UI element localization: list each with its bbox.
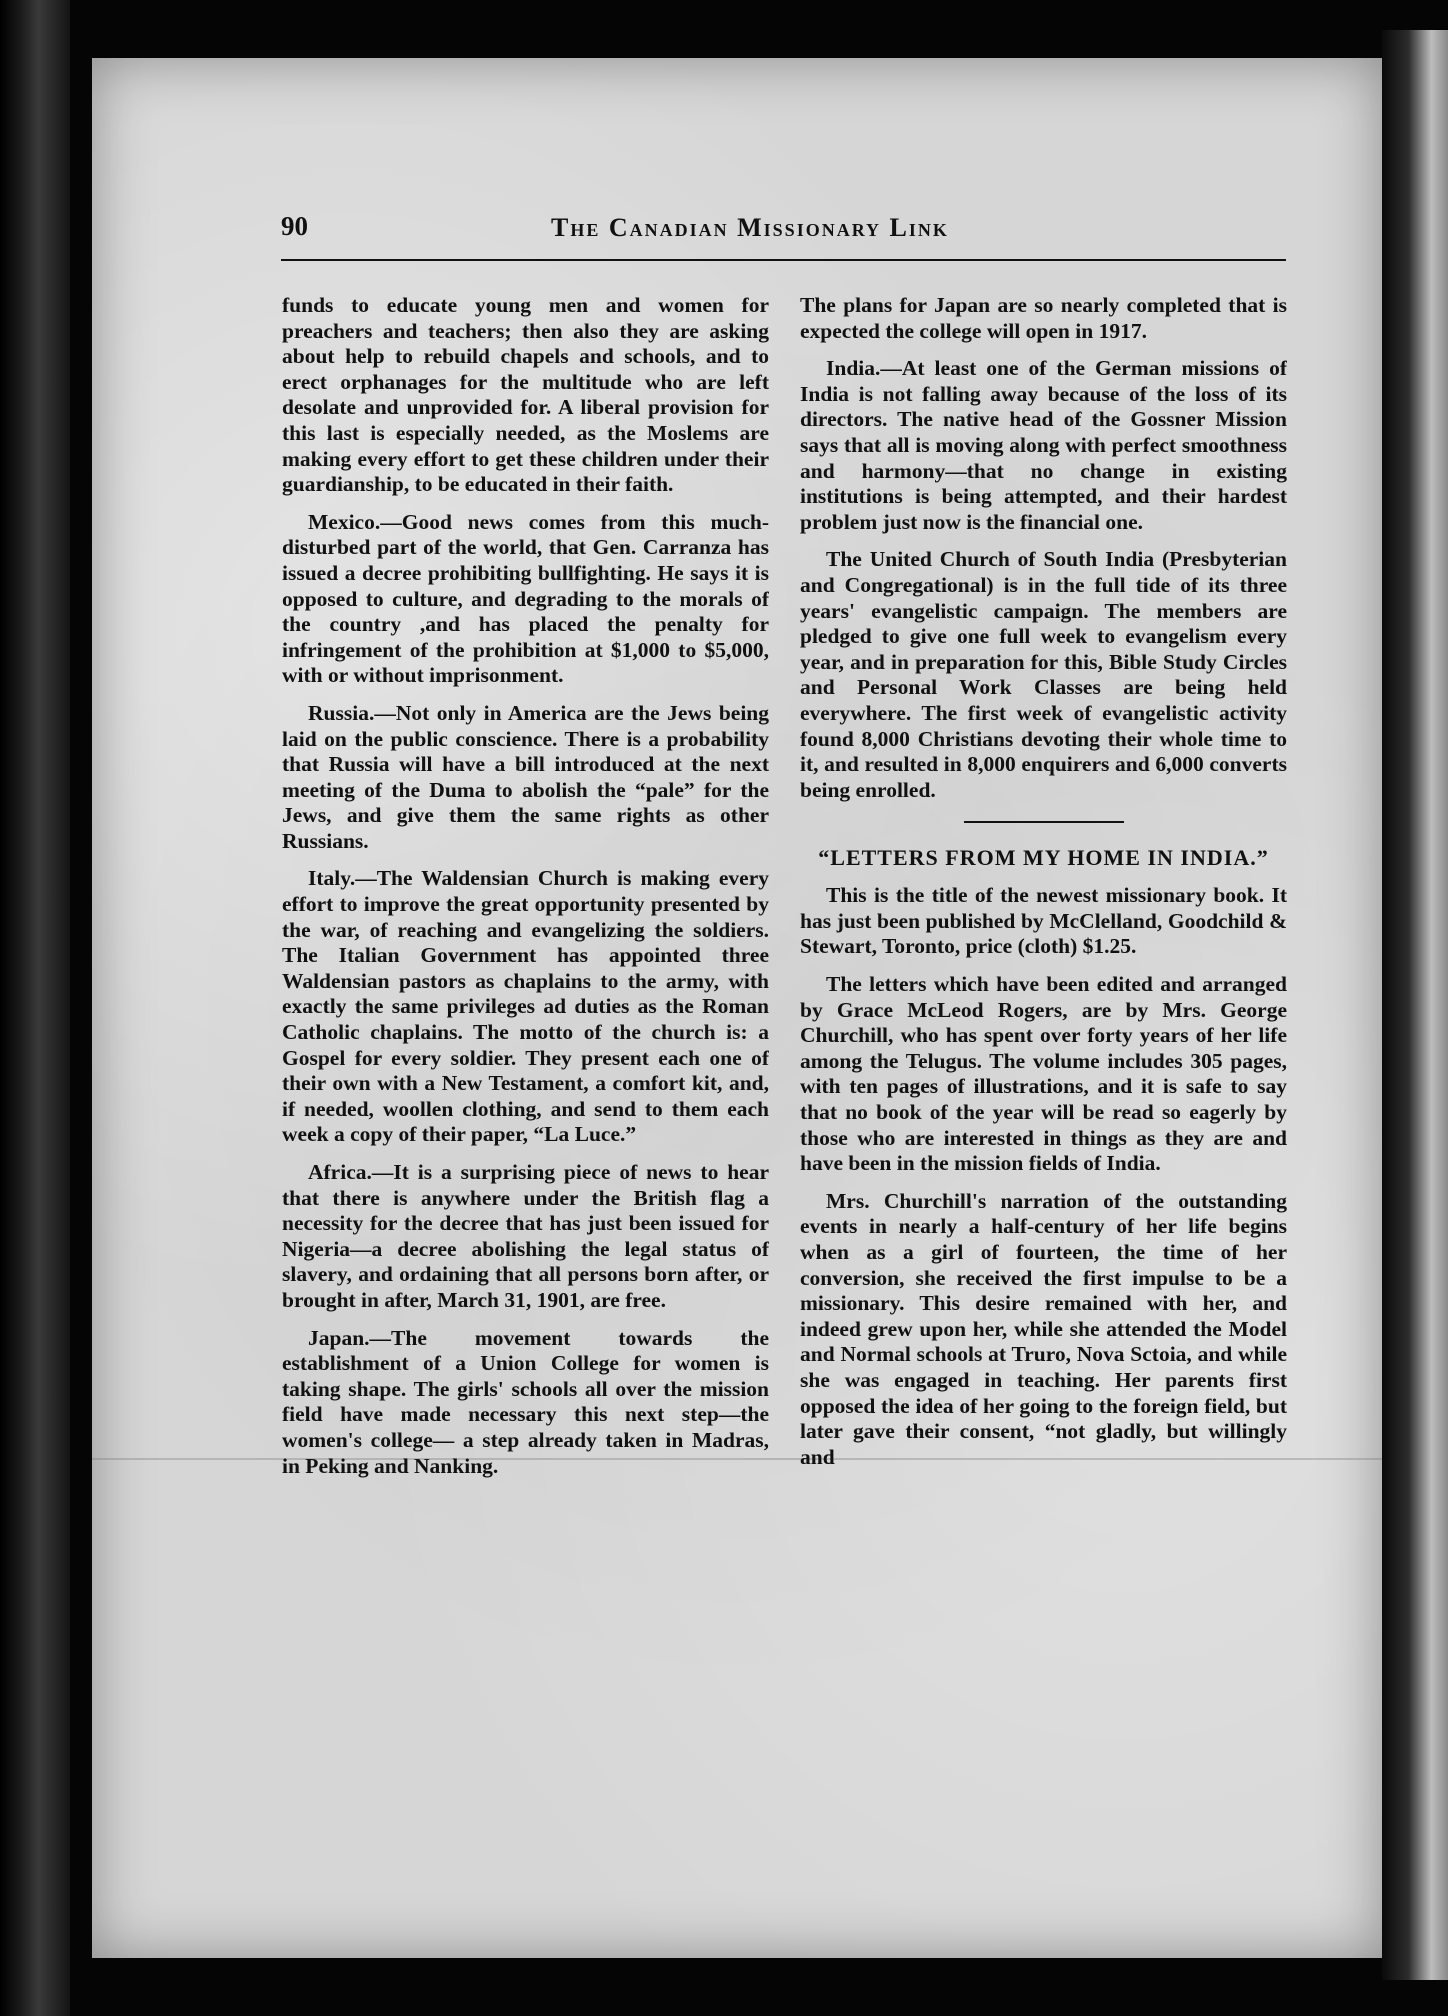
lead-russia: Russia. [308,700,375,725]
lead-japan: Japan. [308,1325,370,1350]
page-number: 90 [281,211,308,241]
article-headline: “LETTERS FROM MY HOME IN INDIA.” [818,845,1269,871]
text-mexico: —Good news comes from this much-disturbed part of the world, that Gen. Carranza has issued a decree prohibiting bullfighting. He says it is opposed to culture, and degrading to the morals of the country ,and has placed the penalty for infringement of the prohibition at $1,000 to $5,000, with or without imprisonment. [282,509,769,688]
lead-italy: Italy. [308,866,356,891]
lead-india: India. [826,356,881,381]
page-header [281,211,1286,261]
paragraph-india [800,356,1287,535]
left-column [282,293,769,1883]
text-africa: —It is a surprising piece of news to hear that there is anywhere under the British flag a necessity for the decree that has just been issued for Nigeria—a decree abolishing the legal status of slavery, and ordaining that all persons born after, or brought in after, March 31, 1901, are free. [282,1160,769,1312]
lead-mexico: Mexico. [308,509,381,534]
text-italy: —The Waldensian Church is making every effort to improve the great opportunity presented by the war, of reaching and evangelizing the soldiers. The Italian Government has appointed three Waldensian pastors as chaplains to the army, with exactly the same privileges ad duties as the Roman Catholic chaplains. The motto of the church is: a Gospel for every soldier. They present each one of their own with a New Testament, a comfort kit, and, if needed, woollen clothing, and send to them each week a copy of their paper, “La Luce.” [282,866,769,1147]
paragraph-churchill: Mrs. Churchill's narration of the outstanding events in nearly a half-century of her life begins when as a girl of fourteen, the time of her conversion, she received the first impulse to be a missionary. This desire remained with her, and indeed grew upon her, while she attended the Model and Normal schools at Truro, Nova Sctoia, and while she was engaged in teaching. Her parents first opposed the idea of her going to the foreign field, but later gave their consent, “not gladly, but willingly and [800,1188,1287,1469]
scanner-edge-left [0,0,70,2016]
scanner-edge-right [1382,30,1448,1980]
running-title: The Canadian Missionary Link [551,213,949,242]
paragraph-united-church: The United Church of South India (Presbyterian and Congregational) is in the full tide of its three years' evangelistic campaign. The members are pledged to give one full week to evangelism every year, and in preparation for this, Bible Study Circles and Personal Work Classes are being held everywhere. The first week of evangelistic activity found 8,000 Christians devoting their whole time to it, and resulted in 8,000 enquirers and 6,000 converts being enrolled. [800,547,1287,802]
paragraph-japan [282,1326,769,1480]
paragraph-japan-cont: The plans for Japan are so nearly completed that is expected the college will open in 1917. [800,293,1287,343]
paragraph-russia [282,701,769,855]
section-divider [964,821,1124,823]
paragraph-africa [282,1160,769,1314]
paragraph-mexico [282,510,769,689]
paragraph-book-title: This is the title of the newest missionary book. It has just been published by McClelland, Goodchild & Stewart, Toronto, price (cloth) $1.25. [800,883,1287,959]
text-india: —At least one of the German missions of India is not falling away because of the loss of its directors. The native head of the Gossner Mission says that all is moving along with perfect smoothness and harmony—that no change in existing institutions is being attempted, and their hardest problem just now is the financial one. [800,356,1287,534]
text-japan: —The movement towards the establishment of a Union College for women is taking shape. The girls' schools all over the mission field have made necessary this next step—the women's college— a step already taken in Madras, in Peking and Nanking. [282,1325,769,1478]
paragraph-italy [282,866,769,1148]
paragraph-letters: The letters which have been edited and arranged by Grace McLeod Rogers, are by Mrs. George Churchill, who has spent over forty years of her life among the Telugus. The volume includes 305 pages, with ten pages of illustrations, and it is safe to say that no book of the year will be read so eagerly by those who are interested in things as they are and have been in the mission fields of India. [800,972,1287,1176]
text-russia: —Not only in America are the Jews being laid on the public conscience. There is a probability that Russia will have a bill introduced at the next meeting of the Duma to abolish the “pale” for the Jews, and give them the same rights as other Russians. [282,700,769,853]
lead-africa: Africa. [308,1160,372,1184]
right-column [800,293,1287,1883]
paragraph-funds: funds to educate young men and women for preachers and teachers; then also they are asking about help to rebuild chapels and schools, and to erect orphanages for the multitude who are left desolate and unprovided for. A liberal provision for this last is especially needed, as the Moslems are making every effort to get these children under their guardianship, to be educated in their faith. [282,293,769,497]
